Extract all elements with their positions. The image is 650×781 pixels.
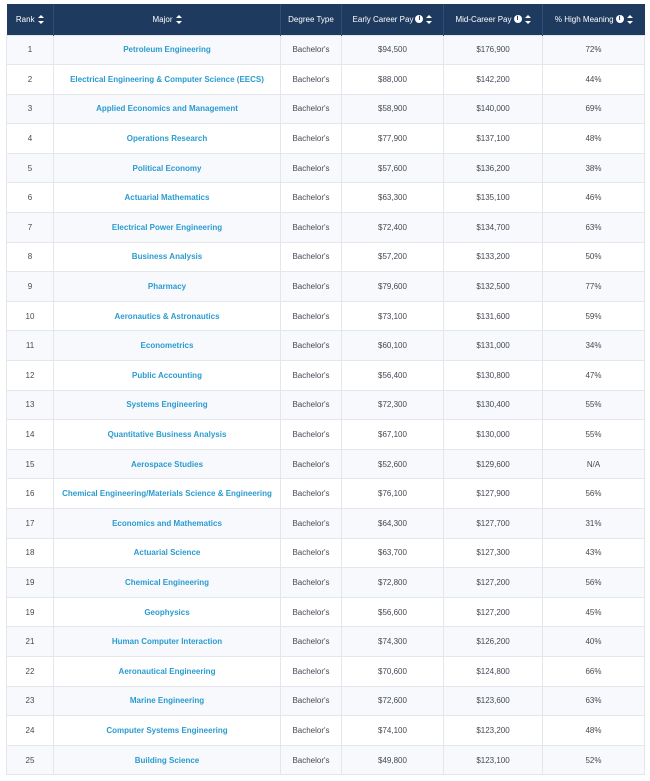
mid-career-pay-cell: $123,600 bbox=[444, 686, 543, 716]
degree-type-cell: Bachelor's bbox=[281, 301, 342, 331]
table-row bbox=[7, 716, 645, 746]
column-header-label: Rank bbox=[15, 14, 35, 24]
major-cell bbox=[54, 627, 281, 657]
major-link[interactable]: Marine Engineering bbox=[129, 696, 205, 706]
rank-cell: 14 bbox=[7, 420, 54, 450]
rank-cell: 7 bbox=[7, 213, 54, 243]
major-link[interactable]: Economics and Mathematics bbox=[112, 518, 222, 528]
rankings-table-container bbox=[6, 4, 644, 775]
high-meaning-cell: N/A bbox=[543, 449, 645, 479]
major-cell bbox=[54, 745, 281, 775]
degree-type-cell: Bachelor's bbox=[281, 213, 342, 243]
major-cell bbox=[54, 272, 281, 302]
column-header-label: Early Career Pay bbox=[352, 14, 414, 24]
major-link[interactable]: Petroleum Engineering bbox=[123, 45, 211, 55]
mid-career-pay-cell: $136,200 bbox=[444, 153, 543, 183]
degree-type-cell: Bachelor's bbox=[281, 538, 342, 568]
info-icon[interactable]: i bbox=[616, 15, 624, 23]
rank-cell: 24 bbox=[7, 716, 54, 746]
early-career-pay-cell: $76,100 bbox=[342, 479, 444, 509]
major-link[interactable]: Building Science bbox=[134, 755, 200, 765]
rank-cell: 23 bbox=[7, 686, 54, 716]
major-cell bbox=[54, 183, 281, 213]
major-link[interactable]: Political Economy bbox=[132, 163, 202, 173]
table-row bbox=[7, 35, 645, 65]
column-header-label: Major bbox=[152, 14, 173, 24]
early-career-pay-cell: $79,600 bbox=[342, 272, 444, 302]
rank-cell: 19 bbox=[7, 568, 54, 598]
major-link[interactable]: Quantitative Business Analysis bbox=[107, 430, 227, 440]
degree-type-cell: Bachelor's bbox=[281, 656, 342, 686]
table-header bbox=[7, 4, 645, 35]
early-career-pay-cell: $72,400 bbox=[342, 213, 444, 243]
column-header-label: % High Meaning bbox=[554, 14, 614, 24]
degree-type-cell: Bachelor's bbox=[281, 686, 342, 716]
major-cell bbox=[54, 331, 281, 361]
degree-type-cell: Bachelor's bbox=[281, 94, 342, 124]
table-row bbox=[7, 597, 645, 627]
rank-cell: 12 bbox=[7, 361, 54, 391]
degree-type-cell: Bachelor's bbox=[281, 509, 342, 539]
high-meaning-cell: 45% bbox=[543, 597, 645, 627]
major-cell bbox=[54, 597, 281, 627]
rank-cell: 8 bbox=[7, 242, 54, 272]
table-row bbox=[7, 390, 645, 420]
table-row bbox=[7, 656, 645, 686]
degree-type-cell: Bachelor's bbox=[281, 124, 342, 154]
rank-cell: 4 bbox=[7, 124, 54, 154]
major-link[interactable]: Actuarial Science bbox=[133, 548, 201, 558]
mid-career-pay-cell: $130,400 bbox=[444, 390, 543, 420]
rank-cell: 5 bbox=[7, 153, 54, 183]
sort-icon[interactable] bbox=[38, 15, 44, 24]
high-meaning-cell: 56% bbox=[543, 568, 645, 598]
header-row bbox=[7, 4, 645, 35]
mid-career-pay-cell: $131,600 bbox=[444, 301, 543, 331]
mid-career-pay-cell: $123,200 bbox=[444, 716, 543, 746]
table-row bbox=[7, 301, 645, 331]
major-cell bbox=[54, 65, 281, 95]
major-cell bbox=[54, 479, 281, 509]
high-meaning-cell: 46% bbox=[543, 183, 645, 213]
rank-cell: 13 bbox=[7, 390, 54, 420]
early-career-pay-cell: $60,100 bbox=[342, 331, 444, 361]
rank-cell: 10 bbox=[7, 301, 54, 331]
degree-type-cell: Bachelor's bbox=[281, 242, 342, 272]
major-link[interactable]: Electrical Engineering & Computer Science (EECS) bbox=[70, 74, 264, 84]
early-career-pay-cell: $72,600 bbox=[342, 686, 444, 716]
major-cell bbox=[54, 420, 281, 450]
major-link[interactable]: Business Analysis bbox=[131, 252, 203, 262]
table-row bbox=[7, 331, 645, 361]
high-meaning-cell: 66% bbox=[543, 656, 645, 686]
major-link[interactable]: Chemical Engineering/Materials Science & Engineering bbox=[62, 489, 272, 499]
mid-career-pay-cell: $131,000 bbox=[444, 331, 543, 361]
mid-career-pay-cell: $140,000 bbox=[444, 94, 543, 124]
early-career-pay-cell: $49,800 bbox=[342, 745, 444, 775]
mid-career-pay-cell: $132,500 bbox=[444, 272, 543, 302]
info-icon[interactable]: i bbox=[514, 15, 522, 23]
table-row bbox=[7, 745, 645, 775]
major-link[interactable]: Aeronautics & Astronautics bbox=[114, 311, 220, 321]
major-link[interactable]: Pharmacy bbox=[147, 282, 187, 292]
column-header-major[interactable] bbox=[54, 4, 281, 35]
mid-career-pay-cell: $126,200 bbox=[444, 627, 543, 657]
table-row bbox=[7, 686, 645, 716]
sort-icon[interactable] bbox=[426, 15, 432, 24]
sort-icon[interactable] bbox=[525, 15, 531, 24]
mid-career-pay-cell: $129,600 bbox=[444, 449, 543, 479]
high-meaning-cell: 59% bbox=[543, 301, 645, 331]
degree-type-cell: Bachelor's bbox=[281, 390, 342, 420]
column-header-label: Mid-Career Pay bbox=[455, 14, 512, 24]
mid-career-pay-cell: $134,700 bbox=[444, 213, 543, 243]
table-row bbox=[7, 479, 645, 509]
mid-career-pay-cell: $123,100 bbox=[444, 745, 543, 775]
major-link[interactable]: Applied Economics and Management bbox=[96, 104, 238, 114]
rank-cell: 11 bbox=[7, 331, 54, 361]
major-link[interactable]: Operations Research bbox=[126, 134, 208, 144]
major-link[interactable]: Electrical Power Engineering bbox=[111, 222, 223, 232]
table-row bbox=[7, 361, 645, 391]
sort-icon[interactable] bbox=[627, 15, 633, 24]
info-icon[interactable]: i bbox=[415, 15, 423, 23]
table-body bbox=[7, 35, 645, 775]
degree-type-cell: Bachelor's bbox=[281, 331, 342, 361]
degree-type-cell: Bachelor's bbox=[281, 479, 342, 509]
degree-type-cell: Bachelor's bbox=[281, 716, 342, 746]
high-meaning-cell: 34% bbox=[543, 331, 645, 361]
table-row bbox=[7, 65, 645, 95]
table-row bbox=[7, 94, 645, 124]
degree-type-cell: Bachelor's bbox=[281, 745, 342, 775]
early-career-pay-cell: $94,500 bbox=[342, 35, 444, 65]
rank-cell: 3 bbox=[7, 94, 54, 124]
major-cell bbox=[54, 124, 281, 154]
major-cell bbox=[54, 449, 281, 479]
degree-type-cell: Bachelor's bbox=[281, 183, 342, 213]
rank-cell: 2 bbox=[7, 65, 54, 95]
rank-cell: 1 bbox=[7, 35, 54, 65]
mid-career-pay-cell: $133,200 bbox=[444, 242, 543, 272]
major-cell bbox=[54, 716, 281, 746]
degree-type-cell: Bachelor's bbox=[281, 420, 342, 450]
early-career-pay-cell: $88,000 bbox=[342, 65, 444, 95]
high-meaning-cell: 48% bbox=[543, 124, 645, 154]
high-meaning-cell: 47% bbox=[543, 361, 645, 391]
major-link[interactable]: Geophysics bbox=[144, 607, 190, 617]
high-meaning-cell: 69% bbox=[543, 94, 645, 124]
mid-career-pay-cell: $130,800 bbox=[444, 361, 543, 391]
degree-type-cell: Bachelor's bbox=[281, 597, 342, 627]
table-row bbox=[7, 568, 645, 598]
major-link[interactable]: Human Computer Interaction bbox=[111, 637, 223, 647]
high-meaning-cell: 43% bbox=[543, 538, 645, 568]
mid-career-pay-cell: $137,100 bbox=[444, 124, 543, 154]
rankings-table bbox=[6, 4, 645, 775]
mid-career-pay-cell: $142,200 bbox=[444, 65, 543, 95]
high-meaning-cell: 40% bbox=[543, 627, 645, 657]
mid-career-pay-cell: $127,700 bbox=[444, 509, 543, 539]
major-cell bbox=[54, 153, 281, 183]
early-career-pay-cell: $77,900 bbox=[342, 124, 444, 154]
high-meaning-cell: 52% bbox=[543, 745, 645, 775]
early-career-pay-cell: $63,700 bbox=[342, 538, 444, 568]
major-cell bbox=[54, 390, 281, 420]
major-cell bbox=[54, 94, 281, 124]
mid-career-pay-cell: $176,900 bbox=[444, 35, 543, 65]
early-career-pay-cell: $57,200 bbox=[342, 242, 444, 272]
major-link[interactable]: Aerospace Studies bbox=[130, 459, 204, 469]
major-cell bbox=[54, 686, 281, 716]
mid-career-pay-cell: $127,300 bbox=[444, 538, 543, 568]
sort-icon[interactable] bbox=[176, 15, 182, 24]
table-row bbox=[7, 213, 645, 243]
major-link[interactable]: Systems Engineering bbox=[126, 400, 208, 410]
column-header-degree-type bbox=[281, 4, 342, 35]
rank-cell: 9 bbox=[7, 272, 54, 302]
rank-cell: 21 bbox=[7, 627, 54, 657]
rank-cell: 19 bbox=[7, 597, 54, 627]
mid-career-pay-cell: $127,200 bbox=[444, 597, 543, 627]
table-row bbox=[7, 153, 645, 183]
mid-career-pay-cell: $130,000 bbox=[444, 420, 543, 450]
early-career-pay-cell: $67,100 bbox=[342, 420, 444, 450]
early-career-pay-cell: $57,600 bbox=[342, 153, 444, 183]
degree-type-cell: Bachelor's bbox=[281, 627, 342, 657]
high-meaning-cell: 55% bbox=[543, 390, 645, 420]
high-meaning-cell: 55% bbox=[543, 420, 645, 450]
early-career-pay-cell: $74,300 bbox=[342, 627, 444, 657]
major-link[interactable]: Aeronautical Engineering bbox=[118, 666, 216, 676]
table-row bbox=[7, 538, 645, 568]
table-row bbox=[7, 242, 645, 272]
high-meaning-cell: 56% bbox=[543, 479, 645, 509]
column-header-early-career-pay[interactable] bbox=[342, 4, 444, 35]
major-cell bbox=[54, 242, 281, 272]
high-meaning-cell: 63% bbox=[543, 686, 645, 716]
major-cell bbox=[54, 301, 281, 331]
degree-type-cell: Bachelor's bbox=[281, 361, 342, 391]
high-meaning-cell: 77% bbox=[543, 272, 645, 302]
column-header-mid-career-pay[interactable] bbox=[444, 4, 543, 35]
early-career-pay-cell: $56,400 bbox=[342, 361, 444, 391]
rank-cell: 22 bbox=[7, 656, 54, 686]
major-link[interactable]: Actuarial Mathematics bbox=[124, 193, 210, 203]
column-header-high-meaning[interactable] bbox=[543, 4, 645, 35]
degree-type-cell: Bachelor's bbox=[281, 153, 342, 183]
early-career-pay-cell: $56,600 bbox=[342, 597, 444, 627]
degree-type-cell: Bachelor's bbox=[281, 568, 342, 598]
high-meaning-cell: 63% bbox=[543, 213, 645, 243]
rank-cell: 25 bbox=[7, 745, 54, 775]
early-career-pay-cell: $64,300 bbox=[342, 509, 444, 539]
rank-cell: 16 bbox=[7, 479, 54, 509]
column-header-rank[interactable] bbox=[7, 4, 54, 35]
table-row bbox=[7, 272, 645, 302]
high-meaning-cell: 44% bbox=[543, 65, 645, 95]
early-career-pay-cell: $72,800 bbox=[342, 568, 444, 598]
major-link[interactable]: Econometrics bbox=[140, 341, 194, 351]
table-row bbox=[7, 124, 645, 154]
rank-cell: 18 bbox=[7, 538, 54, 568]
table-row bbox=[7, 509, 645, 539]
major-link[interactable]: Chemical Engineering bbox=[124, 577, 210, 587]
high-meaning-cell: 31% bbox=[543, 509, 645, 539]
major-cell bbox=[54, 568, 281, 598]
major-cell bbox=[54, 509, 281, 539]
degree-type-cell: Bachelor's bbox=[281, 65, 342, 95]
table-row bbox=[7, 183, 645, 213]
early-career-pay-cell: $58,900 bbox=[342, 94, 444, 124]
early-career-pay-cell: $52,600 bbox=[342, 449, 444, 479]
early-career-pay-cell: $63,300 bbox=[342, 183, 444, 213]
rank-cell: 15 bbox=[7, 449, 54, 479]
high-meaning-cell: 38% bbox=[543, 153, 645, 183]
table-row bbox=[7, 449, 645, 479]
high-meaning-cell: 48% bbox=[543, 716, 645, 746]
column-header-label: Degree Type bbox=[288, 14, 334, 24]
high-meaning-cell: 72% bbox=[543, 35, 645, 65]
rank-cell: 17 bbox=[7, 509, 54, 539]
major-link[interactable]: Public Accounting bbox=[132, 370, 202, 380]
high-meaning-cell: 50% bbox=[543, 242, 645, 272]
degree-type-cell: Bachelor's bbox=[281, 272, 342, 302]
mid-career-pay-cell: $124,800 bbox=[444, 656, 543, 686]
rank-cell: 6 bbox=[7, 183, 54, 213]
table-row bbox=[7, 420, 645, 450]
degree-type-cell: Bachelor's bbox=[281, 35, 342, 65]
early-career-pay-cell: $72,300 bbox=[342, 390, 444, 420]
mid-career-pay-cell: $127,200 bbox=[444, 568, 543, 598]
major-cell bbox=[54, 538, 281, 568]
early-career-pay-cell: $74,100 bbox=[342, 716, 444, 746]
early-career-pay-cell: $73,100 bbox=[342, 301, 444, 331]
table-row bbox=[7, 627, 645, 657]
mid-career-pay-cell: $127,900 bbox=[444, 479, 543, 509]
mid-career-pay-cell: $135,100 bbox=[444, 183, 543, 213]
early-career-pay-cell: $70,600 bbox=[342, 656, 444, 686]
degree-type-cell: Bachelor's bbox=[281, 449, 342, 479]
major-cell bbox=[54, 35, 281, 65]
major-cell bbox=[54, 361, 281, 391]
major-cell bbox=[54, 656, 281, 686]
major-link[interactable]: Computer Systems Engineering bbox=[106, 725, 228, 735]
major-cell bbox=[54, 213, 281, 243]
